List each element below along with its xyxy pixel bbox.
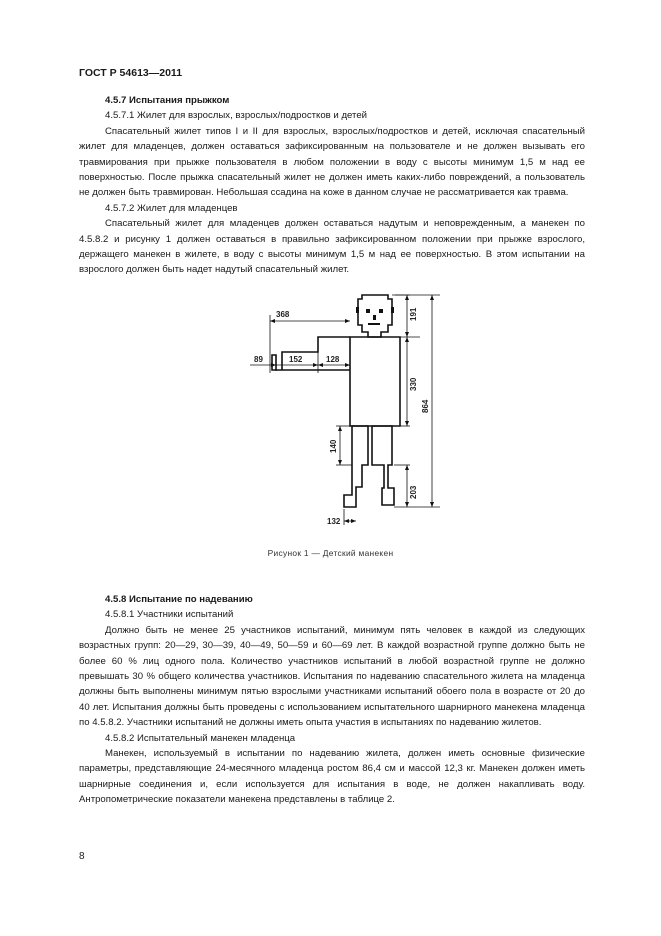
- subheading-4-5-7-2: 4.5.7.2 Жилет для младенцев: [105, 202, 238, 214]
- dim-lower-leg: 203: [409, 485, 418, 499]
- dim-forearm: 152: [289, 355, 303, 364]
- dim-hand: 89: [254, 355, 263, 364]
- infant-manikin-figure: [0, 285, 661, 535]
- page-number: 8: [79, 851, 85, 862]
- subheading-4-5-8-1: 4.5.8.1 Участники испытаний: [105, 609, 234, 621]
- paragraph-4-5-8-2: Манекен, используемый в испытании по надеванию жилета, должен иметь основные физические параметры, представляющие 24-месячного младенца ростом 86,4 см и массой 12,3 кг. Манекен должен иметь шарнирные соединения и, если используется для испытания в воде, не должен накапливать воду. Антропометрические показатели манекена представлены в таблице 2.: [79, 748, 585, 806]
- heading-4-5-7: 4.5.7 Испытания прыжком: [105, 95, 230, 106]
- dim-arm-total: 368: [276, 310, 290, 319]
- section-4-5-7: [79, 93, 585, 278]
- dim-foot: 132: [327, 517, 341, 526]
- subheading-4-5-7-1: 4.5.7.1 Жилет для взрослых, взрослых/подростков и детей: [105, 110, 368, 122]
- dim-torso: 330: [409, 377, 418, 391]
- section-4-5-8: [79, 592, 585, 808]
- paragraph-4-5-8-1: Должно быть не менее 25 участников испытаний, минимум пять человек в каждой из следующих возрастных групп: 20—29, 30—39, 40—49, 50—59 и 60—69 лет. В каждой возрастной группе должно быть не более 60 % лиц одного пола. Количество участников испытаний в любой возрастной группе не должно превышать 30 % общего количества участников. Испытания по надеванию спасательного жилета на младенца должны быть выполнены минимум пятью взрослыми участниками испытаний обоего пола в возрасте от 20 до 40 лет. Испытания должны быть проведены с использованием испытательного шарнирного манекена младенца по 4.5.8.2. Участники испытаний не должны иметь опыта участия в испытаниях по надеванию жилетов.: [79, 624, 585, 729]
- dim-total-height: 864: [421, 399, 430, 413]
- dim-head: 191: [409, 307, 418, 321]
- document-header: ГОСТ Р 54613—2011: [79, 67, 183, 79]
- dim-thigh: 140: [329, 439, 338, 453]
- figure-caption: Рисунок 1 — Детский манекен: [267, 548, 394, 558]
- paragraph-4-5-7-1: Спасательный жилет типов I и II для взрослых, взрослых/подростков и детей, исключая спасательный жилет для младенцев, должен оставаться зафиксированным на пользователе и не должен вызывать его травмирования при прыжке пользователя в любом положении в воду с высоты минимум 1,5 м над ее поверхностью. После прыжка спасательный жилет не должен иметь каких-либо повреждений, а пользователь не должен быть травмирован. Небольшая ссадина на коже в данном случае не рассматривается как травма.: [79, 125, 585, 199]
- paragraph-4-5-7-2: Спасательный жилет для младенцев должен оставаться надутым и неповрежденным, а манекен по 4.5.8.2 и рисунку 1 должен оставаться в правильно зафиксированном положении при прыжке взрослого, держащего манекен в жилете, в воду с высоты минимум 1,5 м над ее поверхностью. В этом испытании на взрослого должен быть надет надутый спасательный жилет.: [79, 218, 585, 276]
- face-features-icon: [356, 307, 394, 325]
- subheading-4-5-8-2: 4.5.8.2 Испытательный манекен младенца: [105, 732, 296, 744]
- heading-4-5-8: 4.5.8 Испытание по надеванию: [105, 594, 253, 605]
- dim-upper-arm: 128: [326, 355, 340, 364]
